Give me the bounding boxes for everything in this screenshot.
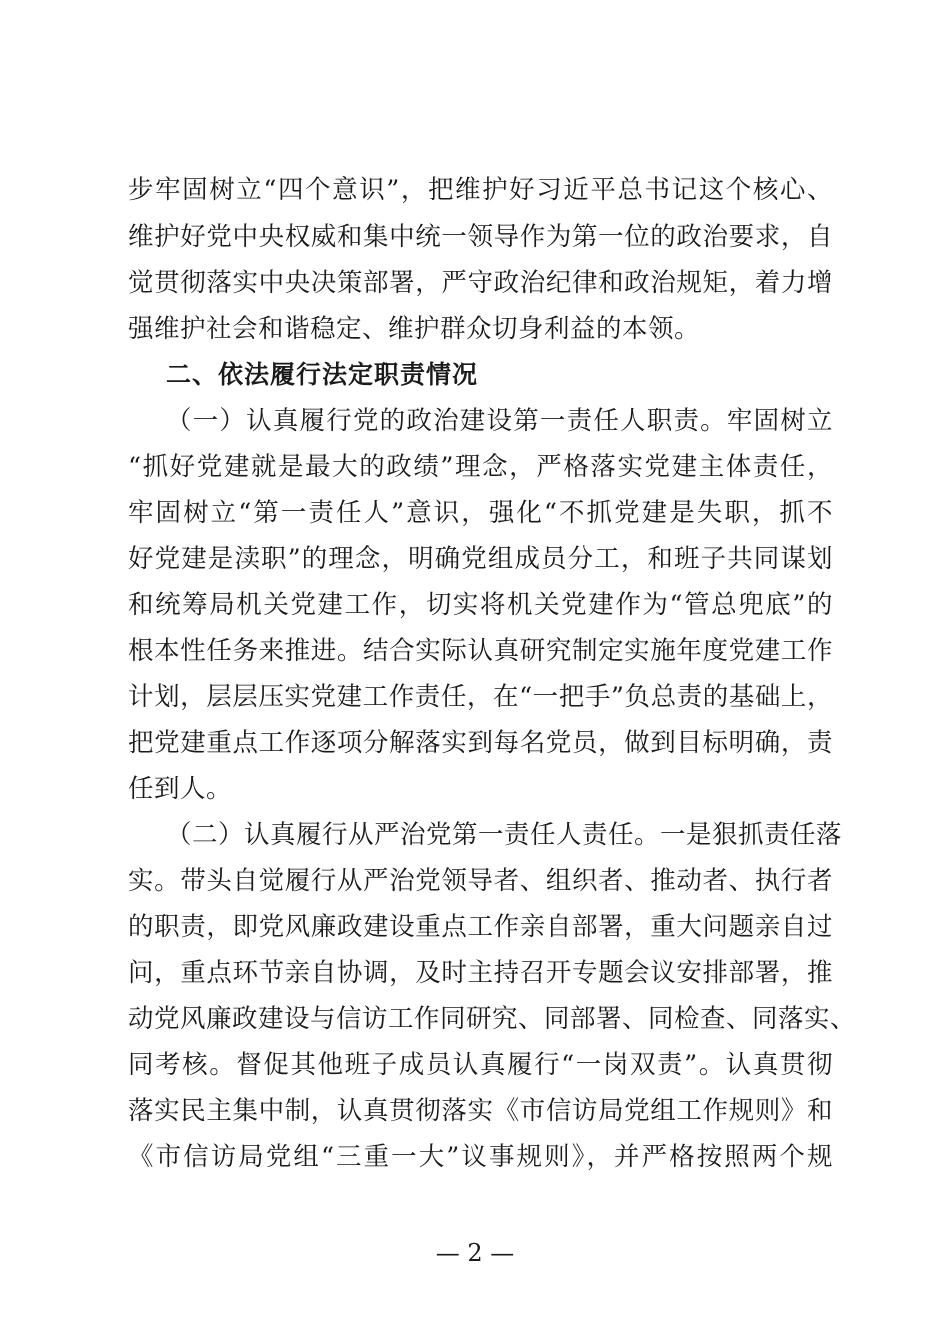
paragraph-two-line-1: （二）认真履行从严治党第一责任人责任。一是狠抓责任落 [166,820,843,850]
paragraph-one-line-3: 牢固树立“第一责任人”意识，强化“不抓党建是失职，抓不 [128,498,833,528]
paragraph-two-line-5: 动党风廉政建设与信访工作同研究、同部署、同检查、同落实、 [128,1004,857,1034]
paragraph-two-line-8: 《市信访局党组“三重一大”议事规则》，并严格按照两个规 [128,1142,833,1172]
paragraph-two-line-4: 问，重点环节亲自协调，及时主持召开专题会议安排部署，推 [128,958,833,988]
page-number: — 2 — [435,1239,515,1267]
paragraph-two-line-6: 同考核。督促其他班子成员认真履行“一岗双责”。认真贯彻 [128,1050,833,1080]
paragraph-one-line-9: 任到人。 [128,774,233,804]
paragraph-one-line-8: 把党建重点工作逐项分解落实到每名党员，做到目标明确，责 [128,728,833,758]
intro-line-1: 步牢固树立“四个意识”，把维护好习近平总书记这个核心、 [128,175,833,205]
paragraph-one-line-7: 计划，层层压实党建工作责任，在“一把手”负总责的基础上， [128,682,833,712]
paragraph-one-line-6: 根本性任务来推进。结合实际认真研究制定实施年度党建工作 [128,636,833,666]
paragraph-two-line-2: 实。带头自觉履行从严治党领导者、组织者、推动者、执行者 [128,866,833,896]
intro-line-3: 觉贯彻落实中央决策部署，严守政治纪律和政治规矩，着力增 [128,268,833,298]
paragraph-one-line-2: “抓好党建就是最大的政绩”理念，严格落实党建主体责任， [128,452,833,482]
paragraph-two-line-7: 落实民主集中制，认真贯彻落实《市信访局党组工作规则》和 [128,1096,833,1126]
paragraph-one-line-4: 好党建是渎职”的理念，明确党组成员分工，和班子共同谋划 [128,544,833,574]
paragraph-one-line-1: （一）认真履行党的政治建设第一责任人职责。牢固树立 [166,406,833,436]
paragraph-two-line-3: 的职责，即党风廉政建设重点工作亲自部署，重大问题亲自过 [128,912,833,942]
paragraph-one-line-5: 和统筹局机关党建工作，切实将机关党建作为“管总兜底”的 [128,590,833,620]
intro-line-2: 维护好党中央权威和集中统一领导作为第一位的政治要求，自 [128,222,833,252]
intro-line-4: 强维护社会和谐稳定、维护群众切身利益的本领。 [128,314,701,344]
section-heading: 二、依法履行法定职责情况 [166,360,479,389]
